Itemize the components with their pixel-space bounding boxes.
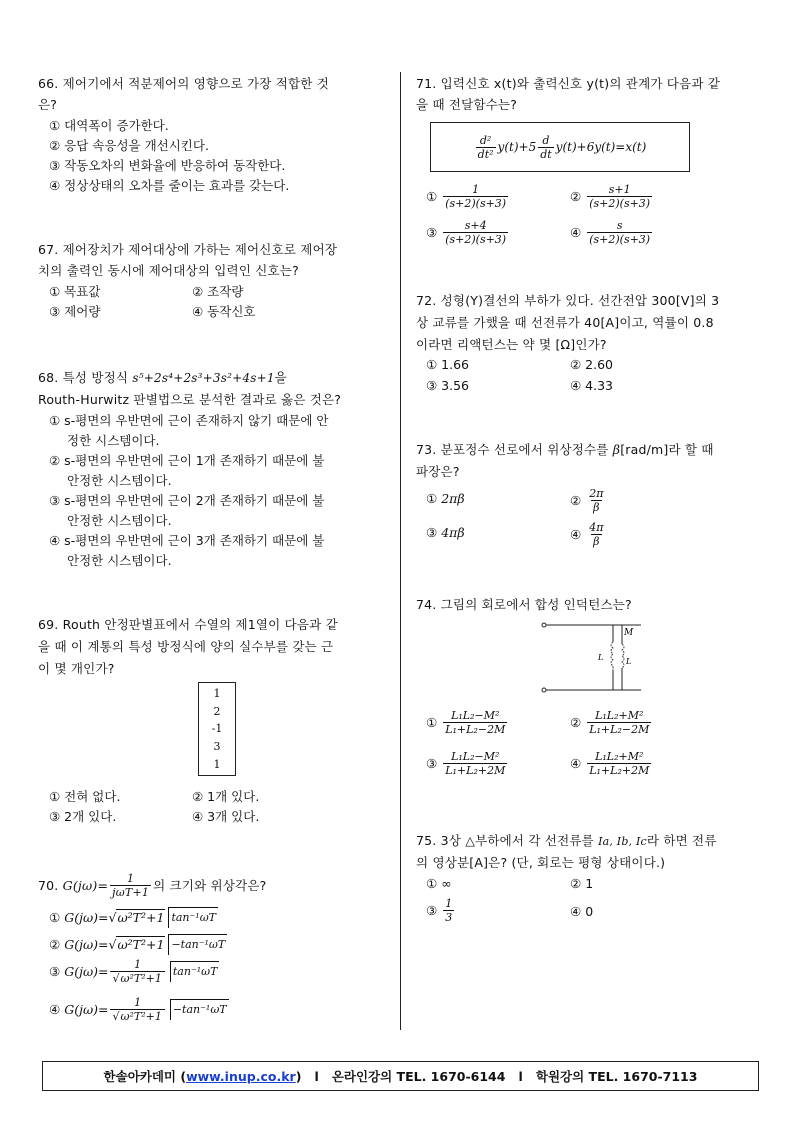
q71-d: d — [542, 133, 550, 147]
q71-eq-mid: y(t)+5 — [497, 140, 537, 154]
q73-option-2[interactable] — [570, 487, 607, 514]
q67-option-4[interactable]: ④ 동작신호 — [192, 304, 256, 319]
q74-o1-den: L₁+L₂−2M — [445, 723, 506, 736]
q71-option-4[interactable] — [570, 219, 654, 246]
q69-line1: 69. Routh 안정판별표에서 수열의 제1열이 다음과 같 — [38, 617, 338, 632]
q74-option-1[interactable] — [426, 709, 509, 736]
q70-label-3: ③ — [49, 963, 61, 979]
q71-o1-frac — [443, 183, 508, 210]
q74-o2-num: L₁L₂+M² — [595, 709, 644, 722]
q68-suffix: 을 — [274, 370, 287, 385]
q67-line1: 67. 제어장치가 제어대상에 가하는 제어신호로 제어장 — [38, 242, 338, 257]
q68-option-1-line1: ① s-평면의 우반면에 근이 존재하지 않기 때문에 안 — [49, 413, 329, 428]
q75-o2-value: 1 — [585, 876, 594, 891]
q74-o3-frac — [443, 750, 507, 777]
routh-value-5: 1 — [213, 757, 221, 771]
footer-separator-1: l — [314, 1068, 319, 1084]
q75-o4-value: 0 — [585, 904, 594, 919]
q66-option-2[interactable]: ② 응답 속응성을 개선시킨다. — [49, 138, 209, 153]
q67-line2: 치의 출력인 동시에 제어대상의 입력인 신호는? — [38, 263, 299, 278]
q70-o3-fraction: $\frac{1}{\text{√ω²T²+1}}$ — [110, 958, 164, 985]
q70-o4-fraction: $\frac{1}{\text{√ω²T²+1}}$ — [110, 996, 164, 1023]
q75-option-1[interactable] — [426, 874, 452, 894]
q71-o4-num: s — [616, 219, 623, 232]
routh-value-2: 2 — [213, 704, 221, 718]
q74-o3-den: L₁+L₂+2M — [445, 764, 506, 777]
q70-o2-sqrt: ω²T²+1 — [117, 936, 165, 952]
q66-line2: 은? — [38, 97, 58, 112]
q70-o3-den: ω²T²+1 — [120, 972, 162, 985]
footer-academy: 한솔아카데미 — [103, 1069, 176, 1084]
q69-line3: 이 몇 개인가? — [38, 661, 115, 676]
footer-banner: 한솔아카데미 ( www.inup.co.kr ) l 온라인강의 TEL. 1670-6144 l 학원강의 TEL. 1670-7113 — [42, 1061, 759, 1091]
q71-line1: 71. 입력신호 x(t)와 출력신호 y(t)의 관계가 다음과 같 — [416, 76, 721, 91]
q70-o4-g: G(jω)= — [64, 1001, 109, 1017]
q70-label-1: ① — [49, 909, 61, 925]
q75-currents: Ia, Ib, Ic — [598, 835, 647, 848]
q74-o4-num: L₁L₂+M² — [595, 750, 644, 763]
q73-o1-value: 2πβ — [441, 491, 465, 506]
q68-option-2-line1: ② s-평면의 우반면에 근이 1개 존재하기 때문에 불 — [49, 453, 325, 468]
q73-option-3[interactable] — [426, 523, 465, 543]
q71-d-frac — [538, 134, 553, 161]
q75-o3-num: 1 — [445, 897, 453, 910]
q66-option-1[interactable]: ① 대역폭이 증가한다. — [49, 118, 169, 133]
q71-option-2[interactable] — [570, 183, 654, 210]
q70-o3-angle: tan⁻¹ωT — [170, 961, 220, 982]
q69-option-2[interactable]: ② 1개 있다. — [192, 789, 260, 804]
q74-o1-num: L₁L₂−M² — [451, 709, 500, 722]
q68-option-3-line1: ③ s-평면의 우반면에 근이 2개 존재하기 때문에 불 — [49, 493, 325, 508]
q74-o1-frac — [443, 709, 507, 736]
q75-option-3[interactable] — [426, 897, 456, 924]
column-divider — [400, 72, 401, 1030]
q70-o1-g: G(jω)= — [64, 909, 109, 925]
q74-o3-num: L₁L₂−M² — [451, 750, 500, 763]
q73-line2: 파장은? — [416, 464, 460, 479]
q71-o3-num: s+4 — [464, 219, 487, 232]
terminal-bottom — [542, 688, 546, 692]
q72-line2: 상 교류를 가했을 때 선전류가 40[A]이고, 역률이 0.8 — [416, 315, 714, 330]
q73-prefix: 73. 분포정수 선로에서 위상정수를 — [416, 442, 609, 457]
q70-stem — [38, 872, 266, 899]
q70-o1-sqrt: ω²T²+1 — [117, 909, 165, 925]
q68-line2: Routh-Hurwitz 판별법으로 분석한 결과로 옳은 것은? — [38, 392, 342, 407]
q75-label-3: ③ — [426, 902, 438, 918]
q73-suffix: [rad/m]라 할 때 — [620, 442, 714, 457]
routh-value-3: -1 — [211, 722, 223, 736]
q72-option-2[interactable]: ② 2.60 — [570, 357, 614, 372]
routh-value-4: 3 — [213, 740, 221, 754]
q72-line3: 이라면 리액턴스는 약 몇 [Ω]인가? — [416, 337, 607, 352]
q71-o2-den: (s+2)(s+3) — [589, 197, 651, 210]
routh-first-column — [198, 682, 236, 776]
q75-prefix: 75. 3상 △부하에서 각 선전류를 — [416, 833, 594, 848]
q68-prefix: 68. 특성 방정식 — [38, 370, 129, 385]
q74-o2-den: L₁+L₂−2M — [589, 723, 650, 736]
q74-option-2[interactable] — [570, 709, 653, 736]
q68-option-2-line2: 안정한 시스템이다. — [67, 473, 172, 488]
q69-line2: 을 때 이 계통의 특성 방정식에 양의 실수부를 갖는 근 — [38, 639, 334, 654]
coil-l1 — [611, 642, 613, 670]
q70-o3-num: 1 — [134, 958, 142, 971]
q73-option-1[interactable] — [426, 489, 465, 509]
q71-label-2: ② — [570, 188, 582, 204]
q73-o2-den: β — [593, 501, 600, 514]
q72-option-1[interactable]: ① 1.66 — [426, 357, 470, 372]
q69-option-1[interactable]: ① 전혀 없다. — [49, 789, 121, 804]
q71-o4-frac — [587, 219, 652, 246]
q71-option-3[interactable] — [426, 219, 510, 246]
q74-label-1: ① — [426, 714, 438, 730]
q74-label-4: ④ — [570, 755, 582, 771]
q71-label-3: ③ — [426, 224, 438, 240]
q75-option-4[interactable] — [570, 902, 593, 922]
q68-option-4-line1: ④ s-평면의 우반면에 근이 3개 존재하기 때문에 불 — [49, 533, 325, 548]
l2-label: L — [626, 657, 632, 666]
q74-line1: 74. 그림의 회로에서 합성 인덕턴스는? — [416, 597, 632, 612]
q70-suffix: 의 크기와 위상각은? — [153, 878, 267, 893]
q66-option-3[interactable]: ③ 작동오차의 변화율에 반응하여 동작한다. — [49, 158, 286, 173]
q74-o4-frac — [587, 750, 651, 777]
q70-o4-num: 1 — [134, 996, 142, 1009]
q71-d2: d² — [479, 133, 492, 147]
q70-fraction — [110, 872, 151, 899]
q71-o2-frac — [587, 183, 652, 210]
q70-label-4: ④ — [49, 1001, 61, 1017]
q73-o2-num: 2π — [589, 487, 604, 500]
q71-d2-frac — [476, 134, 496, 161]
q70-o4-angle: −tan⁻¹ωT — [170, 999, 229, 1020]
q71-o4-den: (s+2)(s+3) — [589, 233, 651, 246]
q71-label-1: ① — [426, 188, 438, 204]
q75-o3-frac — [443, 897, 454, 924]
q70-option-2[interactable]: ② G(jω)= √ω²T²+1 −tan⁻¹ωT — [49, 934, 227, 955]
q67-option-2[interactable]: ② 조작량 — [192, 284, 244, 299]
q75-label-4: ④ — [570, 904, 582, 919]
q69-option-4[interactable]: ④ 3개 있다. — [192, 809, 260, 824]
q73-label-2: ② — [570, 492, 582, 508]
q73-line1 — [416, 439, 714, 460]
q73-option-4[interactable] — [570, 521, 607, 548]
q73-o2-frac — [587, 487, 605, 514]
q71-dt2: dt² — [477, 147, 494, 161]
q70-o3-g: G(jω)= — [64, 963, 109, 979]
q71-line2: 을 때 전달함수는? — [416, 97, 518, 112]
q68-option-4-line2: 안정한 시스템이다. — [67, 553, 172, 568]
q72-line1: 72. 성형(Y)결선의 부하가 있다. 선간전압 300[V]의 3 — [416, 293, 720, 308]
q73-label-3: ③ — [426, 525, 438, 540]
mutual-label: M — [624, 628, 634, 638]
q71-o2-num: s+1 — [608, 183, 631, 196]
q66-line1: 66. 제어기에서 적분제어의 영향으로 가장 적합한 것 — [38, 76, 330, 91]
q69-option-3[interactable]: ③ 2개 있다. — [49, 809, 117, 824]
q75-suffix: 라 하면 전류 — [646, 833, 717, 848]
q75-line1 — [416, 830, 717, 852]
q72-option-4[interactable]: ④ 4.33 — [570, 378, 614, 393]
q75-o3-den: 3 — [445, 911, 453, 924]
q74-label-2: ② — [570, 714, 582, 730]
q70-option-3[interactable] — [49, 958, 219, 985]
q74-label-3: ③ — [426, 755, 438, 771]
q70-option-4[interactable] — [49, 996, 229, 1023]
q70-option-1[interactable]: ① G(jω)= √ω²T²+1 tan⁻¹ωT — [49, 907, 218, 928]
q75-o1-value: ∞ — [441, 876, 452, 891]
routh-value-1: 1 — [213, 687, 221, 701]
q71-label-4: ④ — [570, 224, 582, 240]
q70-label-2: ② — [49, 936, 61, 952]
q66-option-4[interactable]: ④ 정상상태의 오차를 줄이는 효과를 갖는다. — [49, 178, 290, 193]
q74-o2-frac — [587, 709, 651, 736]
q71-o1-num: 1 — [472, 183, 480, 196]
q71-o3-frac — [443, 219, 508, 246]
q73-label-4: ④ — [570, 526, 582, 542]
l1-label: L — [598, 653, 604, 662]
terminal-top — [542, 623, 546, 627]
q71-dt: dt — [540, 147, 552, 161]
q75-option-2[interactable] — [570, 874, 593, 894]
q68-line1 — [38, 367, 287, 389]
q75-line2: 의 영상분[A]은? (단, 회로는 평형 상태이다.) — [416, 855, 666, 870]
q74-o4-den: L₁+L₂+2M — [589, 764, 650, 777]
q74-option-4[interactable] — [570, 750, 653, 777]
q73-o4-num: 4π — [589, 521, 604, 534]
q70-o2-g: G(jω)= — [64, 936, 109, 952]
q70-g: G(jω)= — [62, 878, 109, 893]
q75-label-1: ① — [426, 876, 438, 891]
q73-label-1: ① — [426, 491, 438, 506]
q71-equation-box — [430, 122, 690, 172]
q74-option-3[interactable] — [426, 750, 509, 777]
footer-campus-phone: 학원강의 TEL. 1670-7113 — [535, 1069, 698, 1084]
q75-label-2: ② — [570, 876, 582, 891]
coil-l2 — [622, 644, 624, 668]
q72-option-3[interactable]: ③ 3.56 — [426, 378, 470, 393]
q70-number: 70. — [38, 878, 59, 893]
q73-o4-frac — [587, 521, 605, 548]
q74-circuit-diagram — [538, 620, 648, 694]
footer-online-phone: 온라인강의 TEL. 1670-6144 — [331, 1069, 506, 1084]
q71-o1-den: (s+2)(s+3) — [445, 197, 507, 210]
q67-option-1[interactable]: ① 목표값 — [49, 284, 101, 299]
q67-option-3[interactable]: ③ 제어량 — [49, 304, 101, 319]
q71-o3-den: (s+2)(s+3) — [445, 233, 507, 246]
q73-beta: β — [612, 442, 621, 457]
q70-o2-angle: −tan⁻¹ωT — [168, 934, 227, 955]
q70-o4-den: ω²T²+1 — [120, 1010, 162, 1023]
footer-separator-2: l — [518, 1068, 523, 1084]
q68-equation: s⁵+2s⁴+2s³+3s²+4s+1 — [132, 371, 275, 385]
q71-option-1[interactable] — [426, 183, 510, 210]
q71-eq-end: y(t)+6y(t)=x(t) — [555, 140, 647, 154]
q73-o4-den: β — [593, 535, 600, 548]
q68-option-3-line2: 안정한 시스템이다. — [67, 513, 172, 528]
q73-o3-value: 4πβ — [441, 525, 465, 540]
q68-option-1-line2: 정한 시스템이다. — [67, 433, 160, 448]
q70-frac-den: jωT+1 — [112, 886, 150, 899]
q70-frac-num: 1 — [127, 872, 135, 885]
q70-o1-angle: tan⁻¹ωT — [168, 907, 218, 928]
footer-website-link[interactable]: www.inup.co.kr — [186, 1068, 296, 1084]
